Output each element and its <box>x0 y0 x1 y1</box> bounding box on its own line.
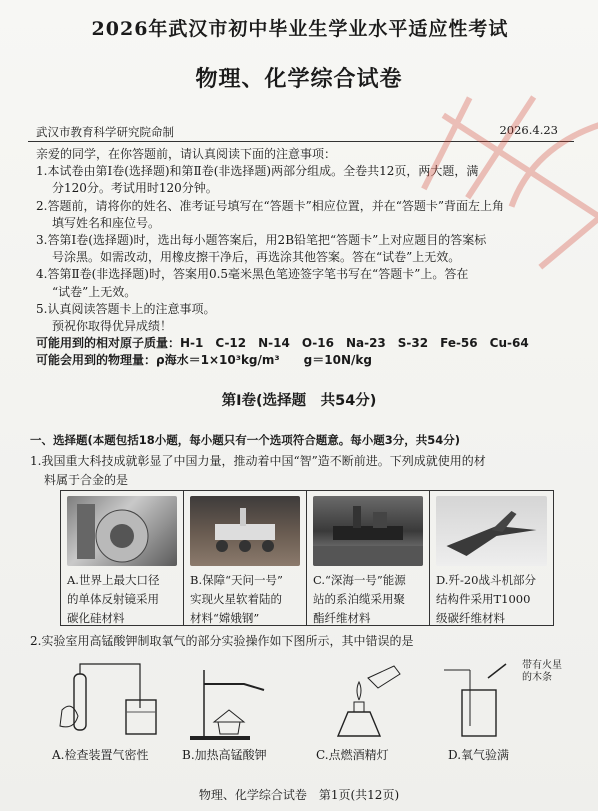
question-2-stem: 2.实验室用高锰酸钾制取氧气的部分实验操作如下图所示，其中错误的是 <box>30 634 414 648</box>
option-2a[interactable] <box>44 660 168 770</box>
option-2d-label: D.氧气验满 <box>448 748 510 762</box>
option-d-caption: D.歼-20战斗机部分 结构件采用T1000 级碳纤维材料 <box>436 573 536 625</box>
question-1-options-table <box>60 490 554 626</box>
notice-item: “试卷”上无效。 <box>52 284 137 299</box>
exam-date: 2026.4.23 <box>499 123 558 137</box>
section-heading: 一、选择题(本题包括18小题，每小题只有一个选项符合题意。每小题3分，共54分) <box>30 433 461 447</box>
mars-rover-photo <box>190 496 300 566</box>
notice-block <box>36 146 566 370</box>
paper-title: 物理、化学综合试卷 <box>195 66 403 92</box>
notice-item: 号涂黑。如需改动，用橡皮擦干净后，再选涂其他答案。答在“试卷”上无效。 <box>52 250 461 265</box>
alcohol-lamp-diagram <box>308 660 432 744</box>
option-cell-a[interactable] <box>61 491 184 625</box>
reflector-mirror-photo <box>67 496 177 566</box>
notice-item: 4.答第Ⅱ卷(非选择题)时，答案用0.5毫米黑色笔迹签字笔书写在“答题卡”上。答在 <box>36 267 469 282</box>
option-2b[interactable] <box>174 660 298 770</box>
notice-item: 2.答题前，请将你的姓名、准考证号填写在“答题卡”相应位置，并在“答题卡”背面左上角 <box>36 198 504 213</box>
notice-item: 5.认真阅读答题卡上的注意事项。 <box>36 301 216 316</box>
question-1-line: 1.我国重大科技成就彰显了中国力量，推动着中国“智”造不断前进。下列成就使用的材 <box>30 454 486 468</box>
notice-item: 填写姓名和座位号。 <box>52 215 161 230</box>
notice-item: 预祝你取得优异成绩！ <box>52 319 173 334</box>
page-footer: 物理、化学综合试卷 第1页(共12页) <box>198 788 400 802</box>
atomic-mass-line: 可能用到的相对原子质量：H-1 C-12 N-14 O-16 Na-23 S-32 Fe-56 Cu-64 <box>36 336 529 351</box>
wood-splint-annotation: 带有火星 的木条 <box>522 660 562 683</box>
fighter-jet-photo <box>436 496 547 566</box>
notice-item: 3.答第Ⅰ卷(选择题)时，选出每小题答案后，用2B铅笔把“答题卡”上对应题目的答案标 <box>36 233 487 248</box>
option-cell-d[interactable] <box>430 491 553 625</box>
question-1-stem <box>30 452 575 489</box>
option-2c-label: C.点燃酒精灯 <box>316 748 389 762</box>
option-b-caption: B.保障“天问一号” 实现火星软着陆的 材料“嫦娥钢” <box>190 573 283 625</box>
option-cell-c[interactable] <box>307 491 430 625</box>
option-a-caption: A.世界上最大口径 的单体反射镜采用 碳化硅材料 <box>67 573 160 625</box>
section-title: 第Ⅰ卷(选择题 共54分) <box>221 393 377 409</box>
option-c-caption: C.“深海一号”能源 站的系泊缆采用聚 酯纤维材料 <box>313 573 406 625</box>
organizer: 武汉市教育科学研究院命制 <box>36 125 174 139</box>
question-2-diagrams <box>44 660 564 770</box>
notice-greeting: 亲爱的同学，在你答题前，请认真阅读下面的注意事项： <box>36 147 337 161</box>
question-1-line: 料属于合金的是 <box>44 472 129 487</box>
notice-item: 1.本试卷由第Ⅰ卷(选择题)和第Ⅱ卷(非选择题)两部分组成。全卷共12页，两大题，满 <box>36 164 479 179</box>
exam-title: 2026年武汉市初中毕业生学业水平适应性考试 <box>91 18 509 40</box>
notice-item: 分120分。考试用时120分钟。 <box>52 181 218 196</box>
header-divider <box>28 141 574 142</box>
option-cell-b[interactable] <box>184 491 307 625</box>
option-2a-label: A.检查装置气密性 <box>52 748 149 762</box>
offshore-platform-photo <box>313 496 423 566</box>
option-2b-label: B.加热高锰酸钾 <box>182 748 267 762</box>
heating-setup-diagram <box>174 660 298 744</box>
option-2c[interactable] <box>308 660 432 770</box>
option-2d[interactable] <box>440 660 564 770</box>
airtightness-check-diagram <box>44 660 168 744</box>
physical-constants-line: 可能会用到的物理量：ρ海水＝1×10³kg/m³ g＝10N/kg <box>36 353 372 368</box>
